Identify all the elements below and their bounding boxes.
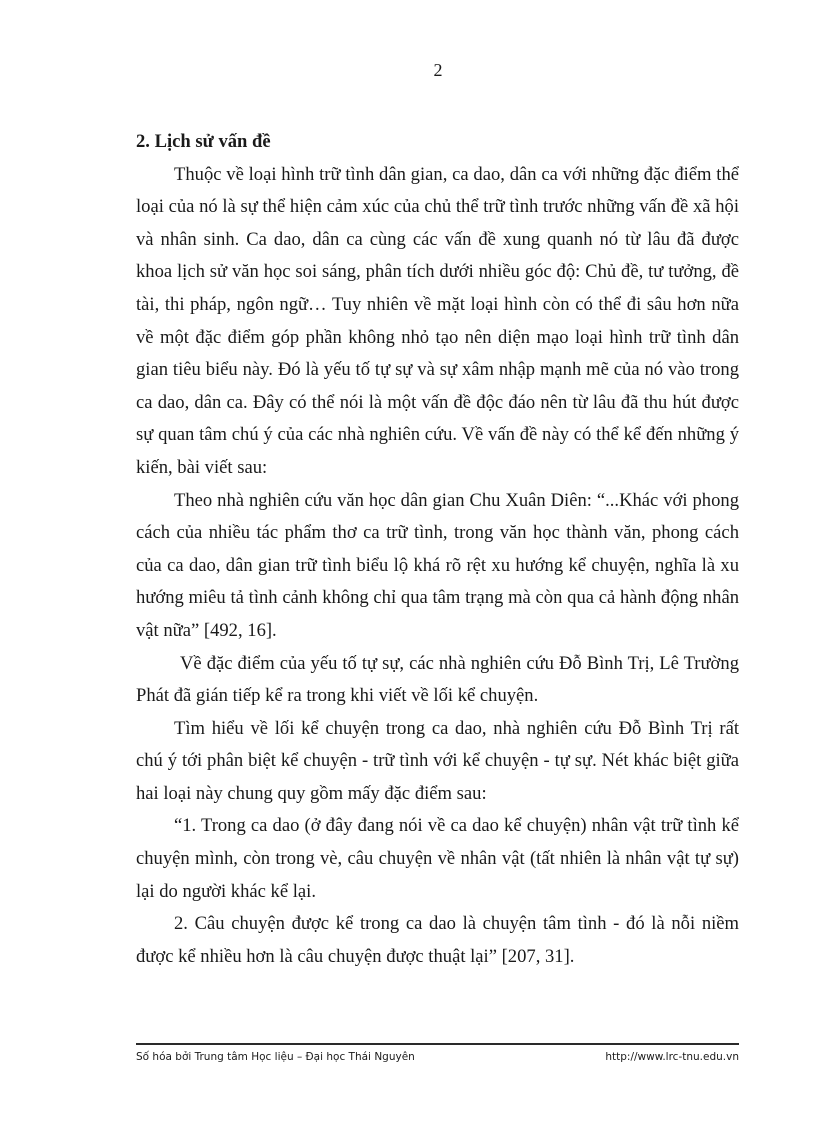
quote-paragraph: “1. Trong ca dao (ở đây đang nói về ca dao kể chuyện) nhân vật trữ tình kể chuyện mình, còn trong vè, câu chuyện về nhân vật (tất nhiên là nhân vật tự sự) lại do người khác kể lại. [136, 815, 739, 902]
footer-link[interactable]: http://www.lrc-tnu.edu.vn [605, 1051, 739, 1063]
paragraph: Về đặc điểm của yếu tố tự sự, các nhà nghiên cứu Đỗ Bình Trị, Lê Trường Phát đã gián tiếp kể ra trong khi viết về lối kể chuyện. [136, 652, 739, 707]
footer-source-text: Số hóa bởi Trung tâm Học liệu – Đại học Thái Nguyên [136, 1051, 415, 1063]
document-body [136, 126, 739, 973]
footer [136, 1051, 739, 1063]
page-number: 2 [433, 60, 443, 80]
footer-divider [136, 1043, 739, 1045]
paragraph: Thuộc về loại hình trữ tình dân gian, ca dao, dân ca với những đặc điểm thể loại của nó là sự thể hiện cảm xúc của chủ thể trữ tình trước những vấn đề xã hội và nhân sinh. Ca dao, dân ca cùng các vấn đề xung quanh nó từ lâu đã được khoa lịch sử văn học soi sáng, phân tích dưới nhiều góc độ: Chủ đề, tư tưởng, đề tài, thi pháp, ngôn ngữ… Tuy nhiên về mặt loại hình còn có thể đi sâu hơn nữa về một đặc điểm góp phần không nhỏ tạo nên diện mạo loại hình trữ tình dân gian tiêu biểu này. Đó là yếu tố tự sự và sự xâm nhập mạnh mẽ của nó vào trong ca dao, dân ca. Đây có thể nói là một vấn đề độc đáo nên từ lâu đã thu hút được sự quan tâm chú ý của các nhà nghiên cứu. Về vấn đề này có thể kể đến những ý kiến, bài viết sau: [136, 163, 739, 478]
paragraph: Tìm hiểu về lối kể chuyện trong ca dao, nhà nghiên cứu Đỗ Bình Trị rất chú ý tới phân biệt kể chuyện - trữ tình với kể chuyện - tự sự. Nét khác biệt giữa hai loại này chung quy gồm mấy đặc điểm sau: [136, 717, 739, 804]
paragraph: Theo nhà nghiên cứu văn học dân gian Chu Xuân Diên: “...Khác với phong cách của nhiều tác phẩm thơ ca trữ tình, trong văn học thành văn, phong cách của ca dao, dân gian trữ tình biểu lộ khá rõ rệt xu hướng kể chuyện, nghĩa là xu hướng miêu tả tình cảnh không chỉ qua tâm trạng mà còn qua cả hành động nhân vật nữa” [492, 16]. [136, 489, 739, 641]
quote-paragraph: 2. Câu chuyện được kể trong ca dao là chuyện tâm tình - đó là nỗi niềm được kể nhiều hơn là câu chuyện được thuật lại” [207, 31]. [136, 913, 739, 967]
section-heading: 2. Lịch sử vấn đề [136, 131, 271, 152]
